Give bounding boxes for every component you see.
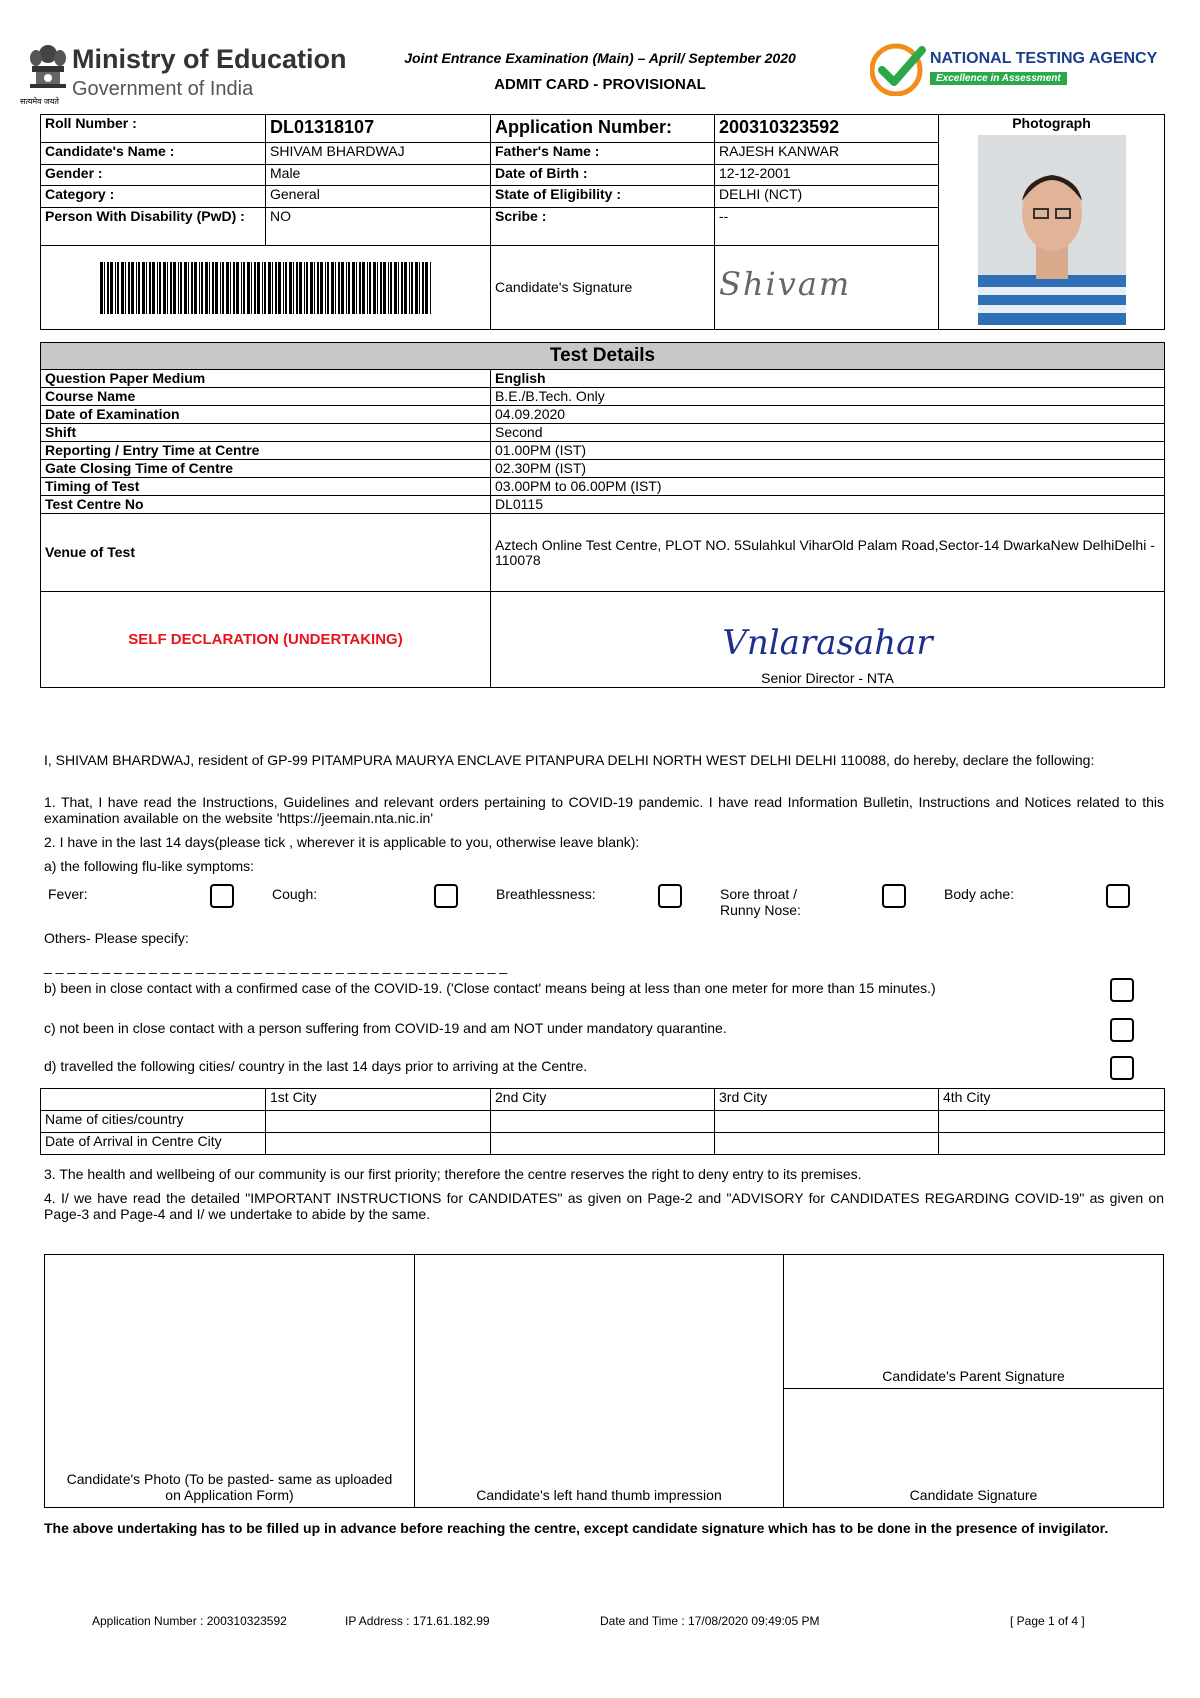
barcode-bar	[356, 262, 357, 314]
photograph-cell	[939, 115, 1165, 330]
travel-cell[interactable]	[939, 1133, 1165, 1155]
travel-row-cities-label: Name of cities/country	[41, 1111, 266, 1133]
declaration-point-c: c) not been in close contact with a person suffering from COVID-19 and am NOT under mandatory quarantine.	[44, 1020, 727, 1036]
barcode-bar	[209, 262, 210, 314]
test-details-title: Test Details	[41, 343, 1165, 370]
barcode-bar	[390, 262, 392, 314]
photograph-label: Photograph	[1012, 115, 1091, 131]
barcode-bar	[415, 262, 418, 314]
travel-row-arrival-label: Date of Arrival in Centre City	[41, 1133, 266, 1155]
test-detail-label: Shift	[41, 424, 491, 442]
travel-cell[interactable]	[715, 1133, 939, 1155]
signature-label: Candidate's Signature	[491, 246, 715, 330]
barcode-bar	[296, 262, 298, 314]
barcode-bar	[419, 262, 420, 314]
barcode-bar	[230, 262, 231, 314]
barcode-bar	[422, 262, 424, 314]
director-signature-cell	[491, 592, 1165, 688]
barcode-bar	[272, 262, 273, 314]
barcode-bar	[188, 262, 189, 314]
symptom-cough-label: Cough:	[272, 886, 318, 902]
barcode-bar	[247, 262, 250, 314]
name-label: Candidate's Name :	[41, 143, 266, 165]
test-detail-row	[41, 442, 1165, 460]
photo-box[interactable]	[45, 1255, 415, 1507]
test-detail-label: Question Paper Medium	[41, 370, 491, 388]
test-detail-row	[41, 460, 1165, 478]
barcode-bar	[289, 262, 292, 314]
director-signature: Vnlarasahar	[722, 623, 933, 663]
barcode-bar	[107, 262, 109, 314]
barcode-bar	[184, 262, 187, 314]
barcode-bar	[352, 262, 355, 314]
test-detail-label: Course Name	[41, 388, 491, 406]
test-detail-label: Reporting / Entry Time at Centre	[41, 442, 491, 460]
barcode-bar	[325, 262, 326, 314]
barcode-cell	[41, 246, 491, 330]
barcode-bar	[268, 262, 271, 314]
barcode-bar	[401, 262, 403, 314]
barcode-bar	[104, 262, 105, 314]
barcode-bar	[117, 262, 119, 314]
barcode-bar	[131, 262, 134, 314]
barcode-bar	[346, 262, 347, 314]
barcode-bar	[367, 262, 368, 314]
barcode-bar	[178, 262, 179, 314]
roll-value: DL01318107	[266, 115, 491, 143]
undertaking-boxes	[44, 1254, 1164, 1508]
venue-value: Aztech Online Test Centre, PLOT NO. 5Sulahkul ViharOld Palam Road,Sector-14 DwarkaNew DelhiDelhi - 110078	[491, 514, 1165, 592]
barcode-bar	[331, 262, 334, 314]
app-label: Application Number:	[491, 115, 715, 143]
barcode-bar	[220, 262, 221, 314]
dob-label: Date of Birth :	[491, 164, 715, 186]
barcode-bar	[194, 262, 197, 314]
test-detail-label: Timing of Test	[41, 478, 491, 496]
barcode-bar	[241, 262, 242, 314]
barcode-bar	[121, 262, 124, 314]
barcode-bar	[373, 262, 376, 314]
barcode-bar	[142, 262, 145, 314]
signature-cell	[715, 246, 939, 330]
declaration-point-b: b) been in close contact with a confirmed case of the COVID-19. ('Close contact' means being at less than one meter for more than 15 minutes.)	[44, 980, 936, 996]
footer-date-time: Date and Time : 17/08/2020 09:49:05 PM	[600, 1614, 820, 1628]
pwd-label: Person With Disability (PwD) :	[41, 208, 266, 246]
test-detail-row	[41, 496, 1165, 514]
barcode-bar	[167, 262, 168, 314]
test-detail-value: English	[491, 370, 1165, 388]
barcode-bar	[159, 262, 161, 314]
barcode-bar	[380, 262, 382, 314]
barcode-bar	[293, 262, 294, 314]
test-detail-value: Second	[491, 424, 1165, 442]
father-label: Father's Name :	[491, 143, 715, 165]
nta-name: NATIONAL TESTING AGENCY	[930, 50, 1158, 67]
test-detail-value: DL0115	[491, 496, 1165, 514]
ministry-logo	[20, 42, 360, 110]
barcode-bar	[335, 262, 336, 314]
test-detail-value: 02.30PM (IST)	[491, 460, 1165, 478]
barcode-bar	[254, 262, 256, 314]
scribe-value: --	[715, 208, 939, 246]
footer-page-number: [ Page 1 of 4 ]	[1010, 1614, 1085, 1628]
parent-signature-box[interactable]	[784, 1255, 1163, 1389]
barcode-bar	[236, 262, 239, 314]
director-title: Senior Director - NTA	[761, 670, 894, 686]
barcode-bar	[115, 262, 116, 314]
nta-check-icon	[870, 42, 926, 96]
father-value: RAJESH KANWAR	[715, 143, 939, 165]
barcode-bar	[243, 262, 245, 314]
travel-header-4th-city: 4th City	[939, 1089, 1165, 1111]
symptom-breathlessness-label: Breathlessness:	[496, 886, 596, 902]
barcode-bar	[310, 262, 313, 314]
state-value: DELHI (NCT)	[715, 186, 939, 208]
barcode-bar	[138, 262, 140, 314]
barcode-bar	[100, 262, 103, 314]
barcode-bar	[359, 262, 361, 314]
others-label: Others- Please specify:	[44, 930, 189, 946]
gender-value: Male	[266, 164, 491, 186]
barcode-bar	[125, 262, 126, 314]
barcode-bar	[314, 262, 315, 314]
gender-label: Gender :	[41, 164, 266, 186]
close-contact-checkbox[interactable]	[1110, 978, 1134, 1002]
emblem-motto: सत्यमेव जयते	[20, 97, 59, 106]
government-name: Government of India	[72, 78, 254, 100]
barcode-bar	[262, 262, 263, 314]
roll-label: Roll Number :	[41, 115, 266, 143]
barcode-bar	[398, 262, 399, 314]
symptom-body-ache-label: Body ache:	[944, 886, 1015, 902]
ministry-name: Ministry of Education	[72, 44, 347, 74]
travel-cell[interactable]	[266, 1111, 491, 1133]
travel-cell[interactable]	[491, 1133, 715, 1155]
travel-cell[interactable]	[266, 1133, 491, 1155]
declaration-point-1: 1. That, I have read the Instructions, Guidelines and relevant orders pertaining to COVID-19 pandemic. I have read Information Bulletin, Instructions and Notices related to this examination available on the website 'https://jeemain.nta.nic.in'	[44, 794, 1164, 826]
barcode-bar	[205, 262, 208, 314]
barcode-bar	[369, 262, 371, 314]
barcode-bar	[275, 262, 277, 314]
venue-label: Venue of Test	[41, 514, 491, 592]
barcode-bar	[173, 262, 176, 314]
app-value: 200310323592	[715, 115, 939, 143]
barcode-bar	[299, 262, 302, 314]
test-detail-row	[41, 370, 1165, 388]
thumb-box-label: Candidate's left hand thumb impression	[476, 1487, 722, 1503]
barcode-bar	[404, 262, 407, 314]
footer-application-number: Application Number : 200310323592	[92, 1614, 287, 1628]
barcode-bar	[285, 262, 287, 314]
declaration-point-2: 2. I have in the last 14 days(please tick , wherever it is applicable to you, otherwise leave blank):	[44, 834, 640, 850]
travelled-checkbox[interactable]	[1110, 1056, 1134, 1080]
test-detail-value: 01.00PM (IST)	[491, 442, 1165, 460]
barcode-bar	[362, 262, 365, 314]
barcode-bar	[180, 262, 182, 314]
photo-box-label: Candidate's Photo (To be pasted- same as uploaded on Application Form)	[66, 1471, 393, 1503]
symptom-body-ache-checkbox[interactable]	[1106, 884, 1130, 908]
pwd-value: NO	[266, 208, 491, 246]
nta-logo	[870, 42, 1180, 98]
declaration-point-4: 4. I/ we have read the detailed "IMPORTANT INSTRUCTIONS for CANDIDATES" as given on Page-2 and "ADVISORY for CANDIDATES REGARDING COVID-19" as given on Page-3 and Page-4 and I/ we undertake to abide by the same.	[44, 1190, 1164, 1222]
declaration-intro: I, SHIVAM BHARDWAJ, resident of GP-99 PITAMPURA MAURYA ENCLAVE PITANPURA DELHI NORTH WEST DELHI DELHI 110088, do hereby, declare the following:	[44, 752, 1095, 768]
barcode-bar	[226, 262, 229, 314]
travel-cell[interactable]	[939, 1111, 1165, 1133]
barcode-bar	[201, 262, 203, 314]
barcode-bar	[191, 262, 193, 314]
barcode-bar	[222, 262, 224, 314]
symptom-breathlessness-checkbox[interactable]	[658, 884, 682, 908]
candidate-signature-box-label: Candidate Signature	[909, 1487, 1038, 1503]
barcode-bar	[233, 262, 235, 314]
barcode-bar	[163, 262, 166, 314]
barcode-bar	[304, 262, 305, 314]
barcode-bar	[317, 262, 319, 314]
test-details-table	[40, 342, 1165, 688]
barcode-bar	[264, 262, 266, 314]
undertaking-note: The above undertaking has to be filled up in advance before reaching the centre, except candidate signature which has to be done in the presence of invigilator.	[44, 1520, 1109, 1536]
barcode-bar	[170, 262, 172, 314]
parent-signature-label: Candidate's Parent Signature	[882, 1368, 1065, 1384]
barcode-bar	[212, 262, 214, 314]
test-detail-label: Test Centre No	[41, 496, 491, 514]
test-detail-value: B.E./B.Tech. Only	[491, 388, 1165, 406]
barcode-bar	[430, 262, 431, 314]
test-detail-row	[41, 406, 1165, 424]
declaration-point-a: a) the following flu-like symptoms:	[44, 858, 255, 874]
barcode-bar	[411, 262, 413, 314]
barcode-bar	[283, 262, 284, 314]
test-detail-label: Gate Closing Time of Centre	[41, 460, 491, 478]
barcode-bar	[278, 262, 281, 314]
self-declaration-title: SELF DECLARATION (UNDERTAKING)	[41, 592, 491, 688]
candidate-signature-box[interactable]	[784, 1389, 1163, 1507]
symptom-fever-checkbox[interactable]	[210, 884, 234, 908]
exam-title: Joint Entrance Examination (Main) – April/ September 2020	[404, 50, 796, 66]
barcode-bar	[136, 262, 137, 314]
test-detail-value: 03.00PM to 06.00PM (IST)	[491, 478, 1165, 496]
barcode-bar	[152, 262, 155, 314]
barcode	[100, 262, 432, 314]
dob-value: 12-12-2001	[715, 164, 939, 186]
candidate-signature: Shivam	[719, 265, 852, 303]
nta-tagline: Excellence in Assessment	[930, 72, 1067, 85]
symptom-sore-throat-checkbox[interactable]	[882, 884, 906, 908]
barcode-bar	[146, 262, 147, 314]
candidate-table	[40, 114, 1165, 330]
candidate-photo	[978, 135, 1126, 325]
barcode-bar	[327, 262, 329, 314]
test-detail-value: 04.09.2020	[491, 406, 1165, 424]
card-title: ADMIT CARD - PROVISIONAL	[494, 76, 706, 93]
travel-cell[interactable]	[491, 1111, 715, 1133]
barcode-bar	[128, 262, 130, 314]
barcode-bar	[338, 262, 340, 314]
barcode-bar	[383, 262, 386, 314]
category-value: General	[266, 186, 491, 208]
travel-header-blank	[41, 1089, 266, 1111]
travel-header-2nd-city: 2nd City	[491, 1089, 715, 1111]
declaration-point-d: d) travelled the following cities/ country in the last 14 days prior to arriving at the Centre.	[44, 1058, 588, 1074]
travel-header-1st-city: 1st City	[266, 1089, 491, 1111]
others-line[interactable]: _ _ _ _ _ _ _ _ _ _ _ _ _ _ _ _ _ _ _ _ _ _ _ _ _ _ _ _ _ _ _ _ _ _ _ _ _ _ _ _	[44, 958, 508, 974]
symptom-sore-throat-label: Sore throat / Runny Nose:	[720, 886, 801, 918]
travel-header-3rd-city: 3rd City	[715, 1089, 939, 1111]
symptom-fever-label: Fever:	[48, 886, 88, 902]
barcode-bar	[320, 262, 323, 314]
barcode-bar	[110, 262, 113, 314]
barcode-bar	[348, 262, 350, 314]
travel-table	[40, 1088, 1165, 1155]
barcode-bar	[425, 262, 428, 314]
no-contact-checkbox[interactable]	[1110, 1018, 1134, 1042]
test-detail-label: Date of Examination	[41, 406, 491, 424]
declaration-point-3: 3. The health and wellbeing of our community is our first priority; therefore the centre reserves the right to deny entry to its premises.	[44, 1166, 862, 1182]
barcode-bar	[409, 262, 410, 314]
test-detail-row	[41, 424, 1165, 442]
footer-ip-address: IP Address : 171.61.182.99	[345, 1614, 490, 1628]
symptom-cough-checkbox[interactable]	[434, 884, 458, 908]
barcode-bar	[215, 262, 218, 314]
state-label: State of Eligibility :	[491, 186, 715, 208]
barcode-bar	[341, 262, 344, 314]
test-detail-row	[41, 478, 1165, 496]
travel-cell[interactable]	[715, 1111, 939, 1133]
national-emblem-icon	[26, 42, 70, 94]
thumb-box[interactable]	[415, 1255, 784, 1507]
barcode-bar	[388, 262, 389, 314]
category-label: Category :	[41, 186, 266, 208]
barcode-bar	[149, 262, 151, 314]
scribe-label: Scribe :	[491, 208, 715, 246]
barcode-bar	[394, 262, 397, 314]
barcode-bar	[251, 262, 252, 314]
barcode-bar	[257, 262, 260, 314]
name-value: SHIVAM BHARDWAJ	[266, 143, 491, 165]
barcode-bar	[377, 262, 378, 314]
test-detail-row	[41, 388, 1165, 406]
barcode-bar	[157, 262, 158, 314]
barcode-bar	[306, 262, 308, 314]
barcode-bar	[199, 262, 200, 314]
